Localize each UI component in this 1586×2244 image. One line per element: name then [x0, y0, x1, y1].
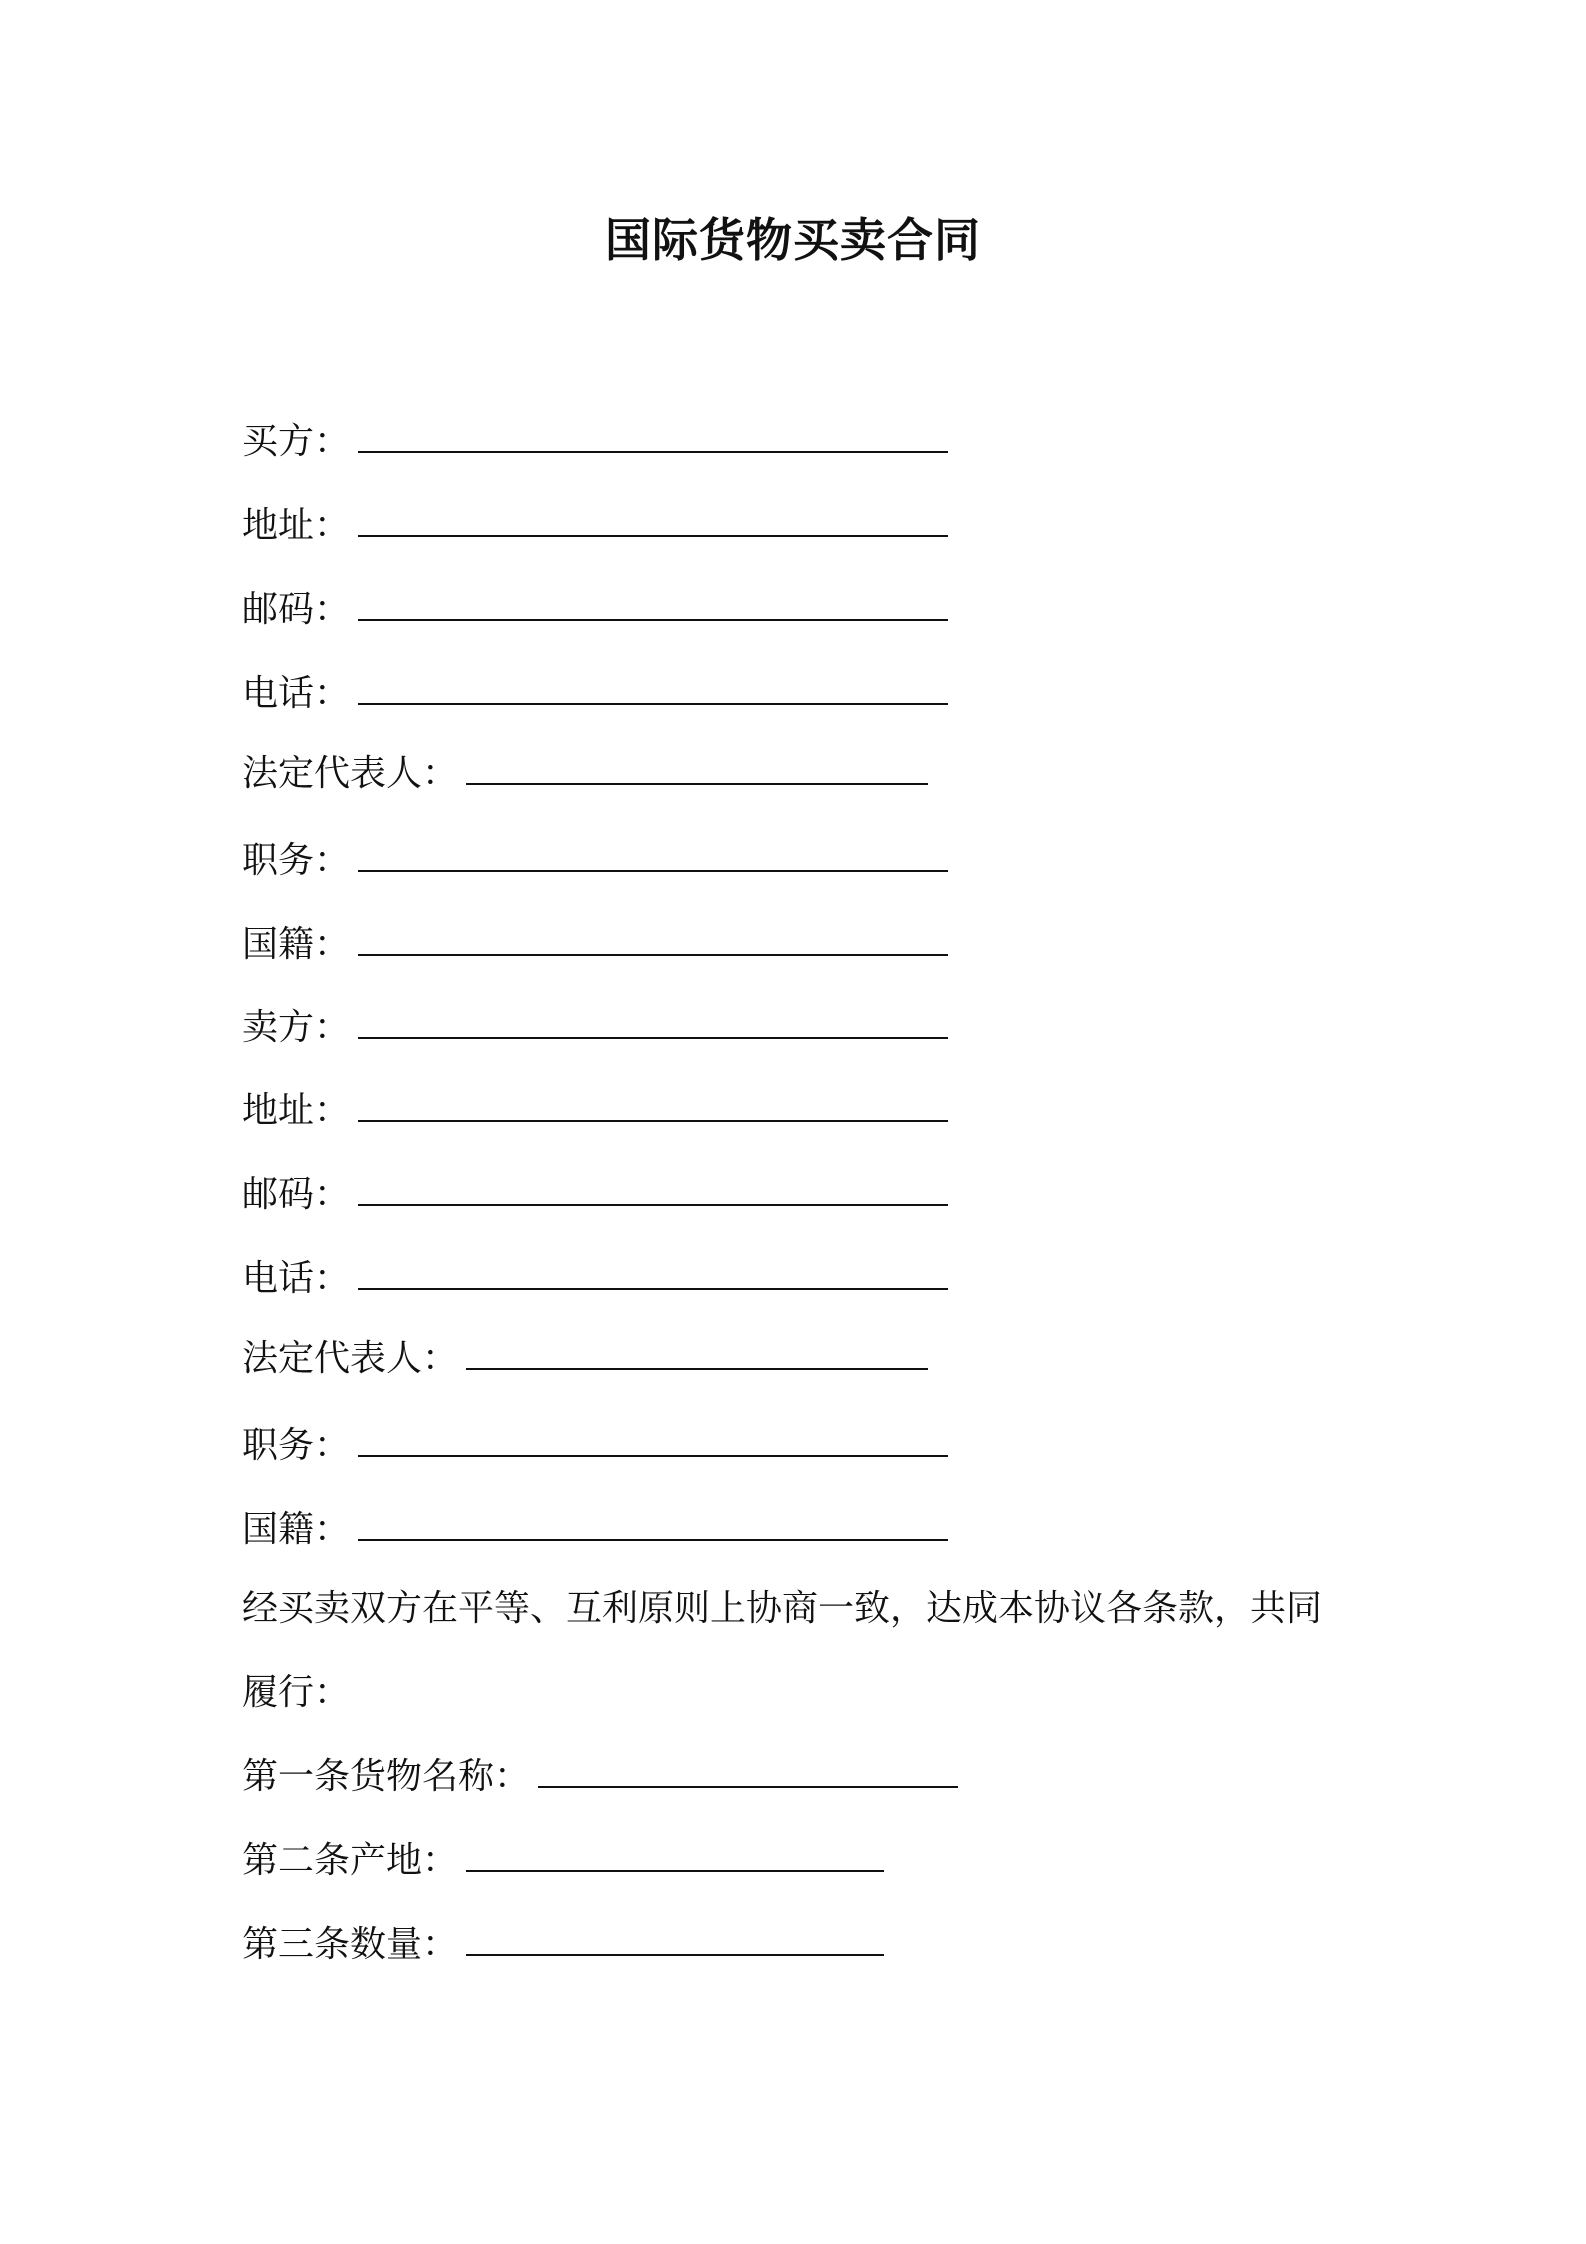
buyer-party-blank[interactable] [358, 421, 948, 453]
buyer-postcode-blank[interactable] [358, 589, 948, 621]
buyer-phone-row [242, 669, 948, 719]
seller-address-blank[interactable] [358, 1090, 948, 1122]
preamble-line-2: 履行： [242, 1672, 351, 1713]
article-3-blank[interactable] [466, 1924, 884, 1956]
buyer-phone-blank[interactable] [358, 673, 948, 705]
buyer-party-label: 买方： [242, 421, 351, 462]
buyer-party-row [242, 417, 948, 467]
buyer-address-label: 地址： [242, 505, 351, 546]
article-2-blank[interactable] [466, 1840, 884, 1872]
buyer-postcode-label: 邮码： [242, 589, 351, 630]
article-3-row [242, 1920, 884, 1970]
buyer-postcode-row [242, 585, 948, 635]
buyer-position-label: 职务： [242, 840, 351, 881]
article-1-blank[interactable] [538, 1756, 958, 1788]
buyer-legal-rep-label: 法定代表人： [242, 753, 459, 794]
seller-position-row [242, 1421, 948, 1471]
seller-phone-row [242, 1254, 948, 1304]
seller-nationality-label: 国籍： [242, 1509, 351, 1550]
seller-phone-blank[interactable] [358, 1258, 948, 1290]
seller-party-blank[interactable] [358, 1007, 948, 1039]
article-1-label: 第一条货物名称： [242, 1756, 531, 1797]
buyer-legal-rep-blank[interactable] [466, 753, 928, 785]
seller-postcode-label: 邮码： [242, 1174, 351, 1215]
article-2-label: 第二条产地： [242, 1840, 459, 1881]
seller-phone-label: 电话： [242, 1258, 351, 1299]
buyer-address-blank[interactable] [358, 505, 948, 537]
seller-address-label: 地址： [242, 1090, 351, 1131]
seller-legal-rep-label: 法定代表人： [242, 1338, 459, 1379]
buyer-nationality-blank[interactable] [358, 924, 948, 956]
seller-address-row [242, 1086, 948, 1136]
seller-legal-rep-blank[interactable] [466, 1338, 928, 1370]
article-1-row [242, 1752, 958, 1802]
article-2-row [242, 1836, 884, 1886]
buyer-position-blank[interactable] [358, 840, 948, 872]
buyer-phone-label: 电话： [242, 673, 351, 714]
buyer-nationality-row [242, 920, 948, 970]
article-3-label: 第三条数量： [242, 1924, 459, 1965]
seller-legal-rep-row [242, 1334, 928, 1384]
seller-nationality-row [242, 1505, 948, 1555]
seller-nationality-blank[interactable] [358, 1509, 948, 1541]
seller-position-label: 职务： [242, 1425, 351, 1466]
seller-postcode-blank[interactable] [358, 1174, 948, 1206]
seller-position-blank[interactable] [358, 1425, 948, 1457]
seller-party-row [242, 1003, 948, 1053]
preamble-line-1: 经买卖双方在平等、互利原则上协商一致，达成本协议各条款，共同 [242, 1588, 1323, 1629]
document-title: 国际货物买卖合同 [605, 213, 981, 267]
seller-postcode-row [242, 1170, 948, 1220]
seller-party-label: 卖方： [242, 1007, 351, 1048]
buyer-nationality-label: 国籍： [242, 924, 351, 965]
buyer-address-row [242, 501, 948, 551]
buyer-legal-rep-row [242, 749, 928, 799]
buyer-position-row [242, 836, 948, 886]
